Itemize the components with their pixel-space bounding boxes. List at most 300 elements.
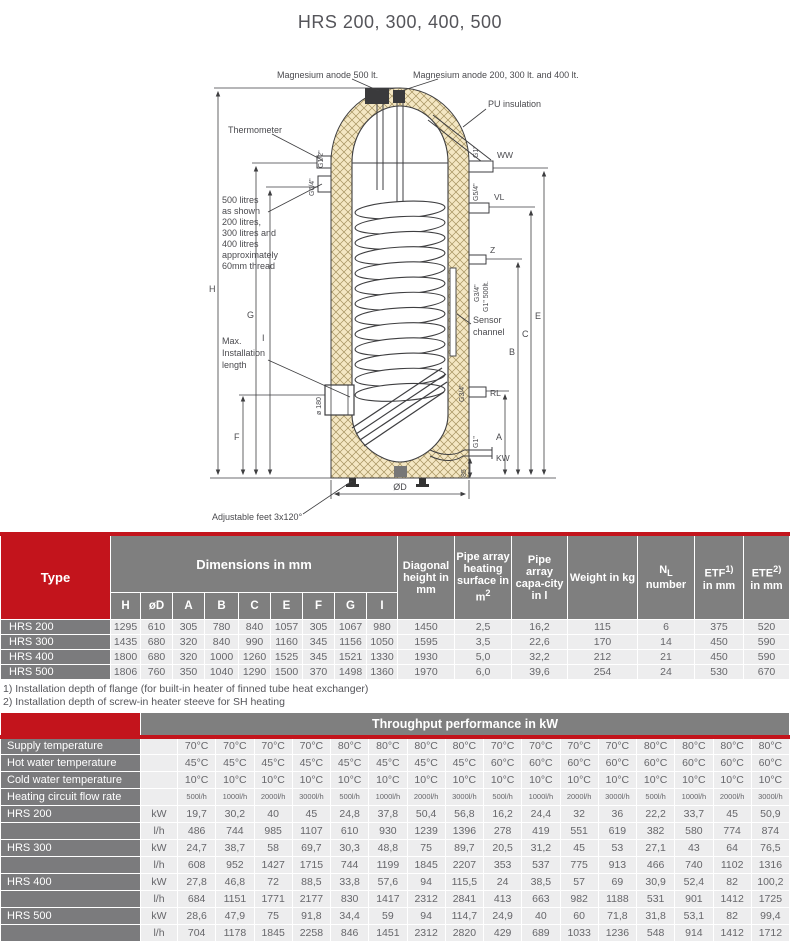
page-title: HRS 200, 300, 400, 500 (297, 12, 503, 32)
perf-value-cell: 60 (560, 907, 598, 924)
perf-value-cell: 75 (254, 907, 292, 924)
perf-value-cell: 1199 (369, 856, 407, 873)
perf-value-cell: 2000l/h (560, 788, 598, 805)
perf-value-cell: 50,9 (751, 805, 789, 822)
perf-value-cell: 60°C (522, 754, 560, 771)
dim-value-cell: 840 (205, 635, 239, 650)
table-row-data-1 (1, 822, 790, 839)
label-sensor-channel (473, 315, 505, 337)
svg-text:B: B (509, 347, 516, 357)
perf-value-cell: 663 (522, 890, 560, 907)
perf-value-cell: 580 (675, 822, 713, 839)
label-pu-insulation: PU insulation (488, 99, 542, 109)
perf-value-cell: 775 (560, 856, 598, 873)
perf-value-cell: 10°C (369, 771, 407, 788)
dim-value-cell: 370 (303, 665, 335, 680)
dim-value-cell: 212 (568, 650, 638, 665)
unit-cell: kW (141, 907, 178, 924)
dim-value-cell: 115 (568, 620, 638, 635)
svg-text:G3/4": G3/4" (474, 284, 481, 302)
svg-text:VL: VL (494, 192, 505, 202)
dim-value-cell: 1450 (398, 620, 455, 635)
dim-value-cell: 1330 (367, 650, 398, 665)
row-type-label: HRS 400 (1, 650, 111, 665)
perf-value-cell: 1178 (216, 924, 254, 941)
svg-text:C: C (522, 329, 529, 339)
perf-value-cell: 619 (598, 822, 636, 839)
perf-value-cell: 500l/h (331, 788, 369, 805)
perf-value-cell: 1000l/h (522, 788, 560, 805)
dim-value-cell: 680 (141, 635, 173, 650)
dim-value-cell: 320 (173, 650, 205, 665)
perf-value-cell: 1000l/h (216, 788, 254, 805)
perf-value-cell: 45°C (178, 754, 216, 771)
perf-value-cell: 914 (675, 924, 713, 941)
table-row (1, 665, 790, 680)
svg-text:300 litres and: 300 litres and (222, 228, 277, 238)
perf-value-cell: 684 (178, 890, 216, 907)
perf-value-cell: 744 (216, 822, 254, 839)
perf-value-cell: 45 (560, 839, 598, 856)
dim-value-cell: 305 (303, 620, 335, 635)
dim-value-cell: 1521 (335, 650, 367, 665)
perf-value-cell: 10°C (292, 771, 330, 788)
perf-value-cell: 985 (254, 822, 292, 839)
perf-value-cell: 2258 (292, 924, 330, 941)
perf-value-cell: 10°C (254, 771, 292, 788)
svg-text:500 litres: 500 litres (222, 195, 259, 205)
row-type-label: HRS 200 (1, 620, 111, 635)
perf-value-cell: 37,8 (369, 805, 407, 822)
svg-text:G1": G1" (473, 436, 480, 448)
unit-cell: l/h (141, 924, 178, 941)
row-label (1, 890, 141, 907)
dim-value-cell: 1295 (111, 620, 141, 635)
perf-value-cell: 608 (178, 856, 216, 873)
dim-value-cell: 780 (205, 620, 239, 635)
perf-value-cell: 45°C (445, 754, 483, 771)
perf-value-cell: 33,8 (331, 873, 369, 890)
perf-value-cell: 2207 (445, 856, 483, 873)
dim-value-cell: 1050 (367, 635, 398, 650)
perf-value-cell: 846 (331, 924, 369, 941)
perf-value-cell: 774 (713, 822, 751, 839)
perf-value-cell: 70°C (292, 737, 330, 754)
dim-value-cell: 2,5 (455, 620, 512, 635)
col-header-diagonal: Diagonal height in mm (398, 534, 455, 620)
dim-value-cell: 1057 (271, 620, 303, 635)
perf-value-cell: 278 (484, 822, 522, 839)
perf-value-cell: 31,2 (522, 839, 560, 856)
perf-value-cell: 30,9 (637, 873, 675, 890)
perf-value-cell: 10°C (560, 771, 598, 788)
dim-value-cell: 345 (303, 650, 335, 665)
row-label: HRS 200 (1, 805, 141, 822)
perf-value-cell: 57,6 (369, 873, 407, 890)
perf-value-cell: 740 (675, 856, 713, 873)
perf-value-cell: 27,1 (637, 839, 675, 856)
throughput-header-red-cell (1, 713, 141, 738)
perf-value-cell: 10°C (216, 771, 254, 788)
dim-value-cell: 14 (638, 635, 695, 650)
dim-value-cell: 345 (303, 635, 335, 650)
perf-value-cell: 10°C (675, 771, 713, 788)
perf-value-cell: 31,8 (637, 907, 675, 924)
coil (355, 199, 446, 404)
perf-value-cell: 1712 (751, 924, 789, 941)
perf-value-cell: 10°C (484, 771, 522, 788)
footnote-1: 1) Installation depth of flange (for built-in heater of finned tube heat exchanger) (3, 683, 369, 695)
dim-value-cell: 320 (173, 635, 205, 650)
perf-value-cell: 10°C (713, 771, 751, 788)
perf-value-cell: 60°C (675, 754, 713, 771)
table-row-data-0 (1, 805, 790, 822)
svg-text:length: length (222, 360, 247, 370)
perf-value-cell: 10°C (637, 771, 675, 788)
table-row-condition-1 (1, 754, 790, 771)
perf-value-cell: 874 (751, 822, 789, 839)
perf-value-cell: 548 (637, 924, 675, 941)
perf-value-cell: 1188 (598, 890, 636, 907)
perf-value-cell: 88,5 (292, 873, 330, 890)
sensor-channel-shape (450, 268, 456, 356)
perf-value-cell: 2312 (407, 924, 445, 941)
dim-value-cell: 1000 (205, 650, 239, 665)
perf-value-cell: 60°C (751, 754, 789, 771)
dim-value-cell: 32,2 (512, 650, 568, 665)
dim-value-cell: 1435 (111, 635, 141, 650)
perf-value-cell: 2820 (445, 924, 483, 941)
perf-value-cell: 1396 (445, 822, 483, 839)
svg-text:G1/2": G1/2" (318, 150, 325, 168)
svg-text:F: F (234, 432, 240, 442)
dim-value-cell: 1290 (239, 665, 271, 680)
dimensions-group-header: Dimensions in mm (111, 534, 398, 593)
dim-value-cell: 1156 (335, 635, 367, 650)
perf-value-cell: 70°C (598, 737, 636, 754)
label-anode-500: Magnesium anode 500 lt. (277, 70, 379, 80)
perf-value-cell: 500l/h (178, 788, 216, 805)
perf-value-cell: 1102 (713, 856, 751, 873)
perf-value-cell: 1412 (713, 890, 751, 907)
perf-value-cell: 70°C (216, 737, 254, 754)
perf-value-cell: 45°C (331, 754, 369, 771)
perf-value-cell: 45°C (292, 754, 330, 771)
svg-text:G1": G1" (473, 146, 480, 158)
dim-value-cell: 450 (695, 635, 744, 650)
type-header: Type (1, 534, 111, 620)
perf-value-cell: 38,7 (216, 839, 254, 856)
dim-value-cell: 1800 (111, 650, 141, 665)
dim-value-cell: 5,0 (455, 650, 512, 665)
footnote-2: 2) Installation depth of screw-in heater steeve for SH heating (3, 696, 285, 708)
dim-value-cell: 670 (744, 665, 790, 680)
port-labels (490, 150, 516, 463)
perf-value-cell: 20,5 (484, 839, 522, 856)
dim-value-cell: 1525 (271, 650, 303, 665)
perf-value-cell: 50,4 (407, 805, 445, 822)
perf-value-cell: 45 (292, 805, 330, 822)
perf-value-cell: 53 (598, 839, 636, 856)
perf-value-cell: 500l/h (637, 788, 675, 805)
perf-value-cell: 76,5 (751, 839, 789, 856)
svg-text:approximately: approximately (222, 250, 279, 260)
unit-cell (141, 754, 178, 771)
svg-text:Z: Z (490, 245, 496, 255)
perf-table-body (1, 737, 790, 941)
svg-text:as shown: as shown (222, 206, 261, 216)
dim-value-cell: 840 (239, 620, 271, 635)
tank-diagram (0, 36, 800, 530)
perf-value-cell: 80°C (751, 737, 789, 754)
throughput-header: Throughput performance in kW (141, 713, 790, 738)
dim-value-cell: 24 (638, 665, 695, 680)
svg-text:200 litres,: 200 litres, (222, 217, 262, 227)
table-row (1, 620, 790, 635)
dim-value-cell: 39,6 (512, 665, 568, 680)
svg-text:85: 85 (461, 469, 468, 477)
perf-value-cell: 704 (178, 924, 216, 941)
perf-value-cell: 830 (331, 890, 369, 907)
dim-value-cell: 450 (695, 650, 744, 665)
perf-value-cell: 500l/h (484, 788, 522, 805)
perf-value-cell: 80°C (407, 737, 445, 754)
perf-value-cell: 45°C (369, 754, 407, 771)
perf-value-cell: 419 (522, 822, 560, 839)
unit-cell: l/h (141, 822, 178, 839)
row-label: HRS 500 (1, 907, 141, 924)
perf-value-cell: 952 (216, 856, 254, 873)
perf-value-cell: 413 (484, 890, 522, 907)
dim-value-cell: 21 (638, 650, 695, 665)
perf-value-cell: 32 (560, 805, 598, 822)
perf-value-cell: 60°C (598, 754, 636, 771)
dim-table-body (1, 620, 790, 680)
perf-value-cell: 2177 (292, 890, 330, 907)
perf-value-cell: 43 (675, 839, 713, 856)
perf-value-cell: 10°C (598, 771, 636, 788)
perf-value-cell: 2841 (445, 890, 483, 907)
svg-text:A: A (496, 432, 503, 442)
perf-value-cell: 3000l/h (751, 788, 789, 805)
dimensions-table (0, 532, 790, 680)
dim-value-cell: 22,6 (512, 635, 568, 650)
perf-value-cell: 70°C (178, 737, 216, 754)
perf-value-cell: 1412 (713, 924, 751, 941)
dim-value-cell: 990 (239, 635, 271, 650)
perf-value-cell: 3000l/h (445, 788, 483, 805)
perf-value-cell: 1000l/h (675, 788, 713, 805)
perf-value-cell: 1771 (254, 890, 292, 907)
svg-text:G6/4": G6/4" (309, 178, 316, 196)
perf-value-cell: 99,4 (751, 907, 789, 924)
perf-value-cell: 1236 (598, 924, 636, 941)
perf-value-cell: 94 (407, 873, 445, 890)
table-row-data-4 (1, 873, 790, 890)
dim-value-cell: 3,5 (455, 635, 512, 650)
perf-value-cell: 551 (560, 822, 598, 839)
perf-value-cell: 60°C (637, 754, 675, 771)
perf-value-cell: 1107 (292, 822, 330, 839)
perf-value-cell: 80°C (445, 737, 483, 754)
perf-value-cell: 1725 (751, 890, 789, 907)
table-row-data-7 (1, 924, 790, 941)
dim-value-cell: 170 (568, 635, 638, 650)
footnotes (3, 683, 368, 709)
unit-cell (141, 788, 178, 805)
perf-value-cell: 70°C (560, 737, 598, 754)
perf-value-cell: 531 (637, 890, 675, 907)
svg-text:Installation: Installation (222, 348, 266, 358)
perf-value-cell: 36 (598, 805, 636, 822)
perf-value-cell: 46,8 (216, 873, 254, 890)
perf-value-cell: 1239 (407, 822, 445, 839)
perf-value-cell: 2312 (407, 890, 445, 907)
dim-value-cell: 305 (173, 620, 205, 635)
row-label: Cold water temperature (1, 771, 141, 788)
perf-value-cell: 40 (522, 907, 560, 924)
dim-value-cell: 1360 (367, 665, 398, 680)
unit-cell (141, 771, 178, 788)
perf-value-cell: 3000l/h (598, 788, 636, 805)
perf-value-cell: 52,4 (675, 873, 713, 890)
perf-value-cell: 10°C (331, 771, 369, 788)
perf-value-cell: 60°C (484, 754, 522, 771)
row-label (1, 856, 141, 873)
dim-value-cell: 375 (695, 620, 744, 635)
table-row-condition-2 (1, 771, 790, 788)
col-header-weight: Weight in kg (568, 534, 638, 620)
perf-value-cell: 2000l/h (254, 788, 292, 805)
perf-value-cell: 1451 (369, 924, 407, 941)
perf-value-cell: 45°C (216, 754, 254, 771)
table-row-data-3 (1, 856, 790, 873)
dim-value-cell: 1067 (335, 620, 367, 635)
perf-value-cell: 59 (369, 907, 407, 924)
perf-value-cell: 80°C (713, 737, 751, 754)
dim-value-cell: 1500 (271, 665, 303, 680)
perf-value-cell: 353 (484, 856, 522, 873)
unit-cell: l/h (141, 856, 178, 873)
dim-value-cell: 760 (141, 665, 173, 680)
svg-text:G5/4": G5/4" (473, 183, 480, 201)
dim-value-cell: 530 (695, 665, 744, 680)
perf-value-cell: 27,8 (178, 873, 216, 890)
perf-value-cell: 64 (713, 839, 751, 856)
perf-value-cell: 34,4 (331, 907, 369, 924)
perf-value-cell: 82 (713, 873, 751, 890)
dim-value-cell: 1970 (398, 665, 455, 680)
table-row-data-6 (1, 907, 790, 924)
perf-value-cell: 1427 (254, 856, 292, 873)
perf-value-cell: 24,9 (484, 907, 522, 924)
perf-value-cell: 24,7 (178, 839, 216, 856)
perf-value-cell: 744 (331, 856, 369, 873)
dim-value-cell: 1930 (398, 650, 455, 665)
dim-value-cell: 610 (141, 620, 173, 635)
perf-value-cell: 45°C (254, 754, 292, 771)
dim-value-cell: 1498 (335, 665, 367, 680)
perf-value-cell: 72 (254, 873, 292, 890)
perf-value-cell: 53,1 (675, 907, 713, 924)
col-header-etf: ETF$^{1)}$ in mm (695, 534, 744, 620)
perf-value-cell: 429 (484, 924, 522, 941)
svg-text:G3/4": G3/4" (459, 384, 466, 402)
dim-value-cell: 1160 (271, 635, 303, 650)
perf-value-cell: 2000l/h (407, 788, 445, 805)
perf-value-cell: 57 (560, 873, 598, 890)
perf-value-cell: 70°C (522, 737, 560, 754)
perf-value-cell: 2000l/h (713, 788, 751, 805)
perf-value-cell: 80°C (637, 737, 675, 754)
unit-cell (141, 737, 178, 754)
unit-cell: kW (141, 873, 178, 890)
perf-value-cell: 80°C (675, 737, 713, 754)
row-type-label: HRS 500 (1, 665, 111, 680)
perf-value-cell: 70°C (484, 737, 522, 754)
row-label: HRS 300 (1, 839, 141, 856)
perf-value-cell: 382 (637, 822, 675, 839)
perf-value-cell: 24,4 (522, 805, 560, 822)
perf-value-cell: 38,5 (522, 873, 560, 890)
perf-value-cell: 1151 (216, 890, 254, 907)
dim-value-cell: 254 (568, 665, 638, 680)
dim-value-cell: 1595 (398, 635, 455, 650)
svg-text:E: E (535, 311, 542, 321)
perf-value-cell: 10°C (445, 771, 483, 788)
label-thermometer: Thermometer (228, 125, 283, 135)
perf-value-cell: 1845 (254, 924, 292, 941)
perf-value-cell: 486 (178, 822, 216, 839)
perf-value-cell: 89,7 (445, 839, 483, 856)
table-row-condition-3 (1, 788, 790, 805)
dim-value-cell: 6 (638, 620, 695, 635)
perf-value-cell: 24,8 (331, 805, 369, 822)
row-label (1, 822, 141, 839)
svg-text:G: G (247, 310, 255, 320)
perf-value-cell: 69 (598, 873, 636, 890)
perf-value-cell: 16,2 (484, 805, 522, 822)
dimension-letters-row: H øD A B C E F G I (1, 593, 790, 620)
perf-value-cell: 930 (369, 822, 407, 839)
throughput-table (0, 712, 790, 942)
perf-value-cell: 71,8 (598, 907, 636, 924)
table-row (1, 635, 790, 650)
perf-value-cell: 10°C (522, 771, 560, 788)
perf-value-cell: 56,8 (445, 805, 483, 822)
perf-value-cell: 40 (254, 805, 292, 822)
svg-text:WW: WW (497, 150, 514, 160)
col-header-ete: ETE$^{2)}$ in mm (744, 534, 790, 620)
perf-value-cell: 45 (713, 805, 751, 822)
svg-text:Max.: Max. (222, 336, 242, 346)
row-label: Heating circuit flow rate (1, 788, 141, 805)
unit-cell: l/h (141, 890, 178, 907)
perf-value-cell: 1715 (292, 856, 330, 873)
row-label: Supply temperature (1, 737, 141, 754)
perf-value-cell: 1316 (751, 856, 789, 873)
perf-value-cell: 80°C (331, 737, 369, 754)
perf-value-cell: 70°C (254, 737, 292, 754)
svg-text:60mm thread: 60mm thread (222, 261, 276, 271)
unit-cell: kW (141, 805, 178, 822)
dim-value-cell: 520 (744, 620, 790, 635)
table-row-data-5 (1, 890, 790, 907)
svg-text:ø 180: ø 180 (316, 397, 323, 415)
perf-value-cell: 30,3 (331, 839, 369, 856)
perf-value-cell: 115,5 (445, 873, 483, 890)
perf-value-cell: 30,2 (216, 805, 254, 822)
